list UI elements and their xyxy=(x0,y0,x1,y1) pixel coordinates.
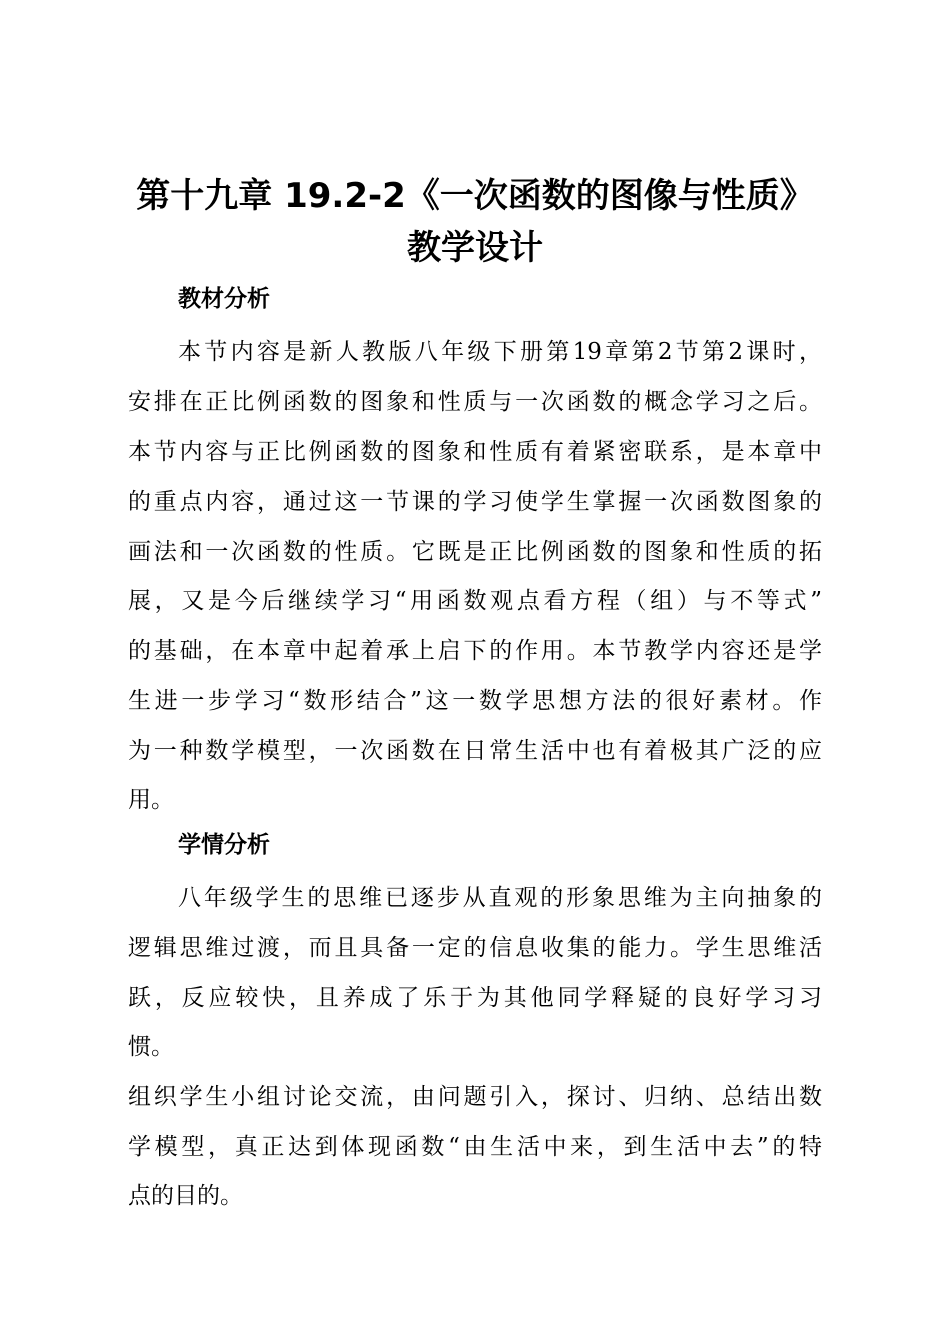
document-title: 第十九章 19.2-2《一次函数的图像与性质》 xyxy=(136,176,814,216)
paragraph-line: 为一种数学模型，一次函数在日常生活中也有着极其广泛的应 xyxy=(128,738,822,764)
paragraph-line: 安排在正比例函数的图象和性质与一次函数的概念学习之后。 xyxy=(128,389,822,415)
document-subtitle: 教学设计 xyxy=(407,228,543,268)
paragraph-line: 八年级学生的思维已逐步从直观的形象思维为主向抽象的 xyxy=(178,885,822,911)
paragraph-line: 组织学生小组讨论交流，由问题引入，探讨、归纳、总结出数 xyxy=(128,1084,822,1110)
paragraph-line: 的重点内容，通过这一节课的学习使学生掌握一次函数图象的 xyxy=(128,489,822,515)
paragraph-line: 展，又是今后继续学习“用函数观点看方程（组）与不等式” xyxy=(128,588,822,614)
paragraph-line: 的基础，在本章中起着承上启下的作用。本节教学内容还是学 xyxy=(128,638,822,664)
paragraph-line: 用。 xyxy=(128,787,174,813)
paragraph-line: 本节内容是新人教版八年级下册第19章第2节第2课时， xyxy=(178,339,822,365)
paragraph-line: 跃，反应较快，且养成了乐于为其他同学释疑的良好学习习 xyxy=(128,985,822,1011)
section-heading-textbook-analysis: 教材分析 xyxy=(178,286,270,312)
paragraph-line: 点的目的。 xyxy=(128,1183,243,1209)
paragraph-line: 学模型，真正达到体现函数“由生活中来，到生活中去”的特 xyxy=(128,1134,822,1160)
paragraph-line: 惯。 xyxy=(128,1034,174,1060)
paragraph-line: 画法和一次函数的性质。它既是正比例函数的图象和性质的拓 xyxy=(128,539,822,565)
section-heading-student-analysis: 学情分析 xyxy=(178,832,270,858)
paragraph-line: 逻辑思维过渡，而且具备一定的信息收集的能力。学生思维活 xyxy=(128,935,822,961)
paragraph-line: 生进一步学习“数形结合”这一数学思想方法的很好素材。作 xyxy=(128,688,822,714)
paragraph-line: 本节内容与正比例函数的图象和性质有着紧密联系，是本章中 xyxy=(128,439,822,465)
